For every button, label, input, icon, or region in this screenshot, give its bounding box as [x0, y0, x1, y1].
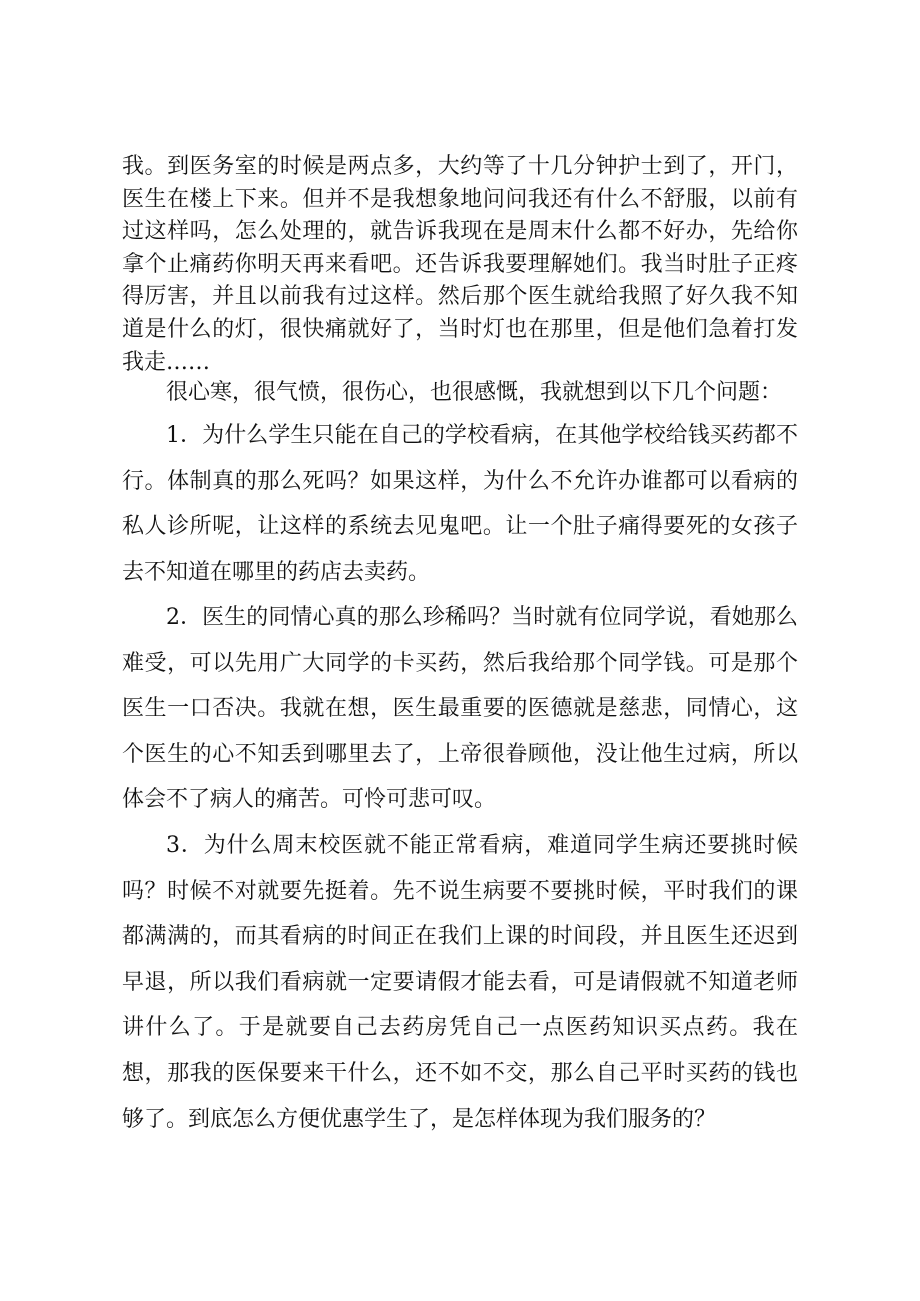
paragraph-feelings: 很心寒，很气愤，很伤心，也很感慨，我就想到以下几个问题： [166, 380, 783, 405]
paragraph-question-2: 2．医生的同情心真的那么珍稀吗？当时就有位同学说，看她那么难受，可以先用广大同学的卡买药，然后我给那个同学钱。可是那个医生一口否决。我就在想，医生最重要的医德就是慈悲，同情心，这个医生的心不知丢到哪里去了，上帝很眷顾他，没让他生过病，所以体会不了病人的痛苦。可怜可悲可叹。 [122, 605, 798, 813]
paragraph-narrative: 我。到医务室的时候是两点多，大约等了十几分钟护士到了，开门，医生在楼上下来。但并不是我想象地问问我还有什么不舒服，以前有过这样吗，怎么处理的，就告诉我现在是周末什么都不好办，先给你拿个止痛药你明天再来看吧。还告诉我要理解她们。我当时肚子正疼得厉害，并且以前我有过这样。然后那个医生就给我照了好久我不知道是什么的灯，很快痛就好了，当时灯也在那里，但是他们急着打发我走…… [122, 154, 798, 375]
paragraph-question-3: 3．为什么周末校医就不能正常看病，难道同学生病还要挑时候吗？时候不对就要先挺着。先不说生病要不要挑时候，平时我们的课都满满的，而其看病的时间正在我们上课的时间段，并且医生还迟到早退，所以我们看病就一定要请假才能去看，可是请假就不知道老师讲什么了。于是就要自己去药房凭自己一点医药知识买点药。我在想，那我的医保要来干什么，还不如不交，那么自己平时买药的钱也够了。到底怎么方便优惠学生了，是怎样体现为我们服务的？ [122, 833, 798, 1132]
paragraph-question-1: 1．为什么学生只能在自己的学校看病，在其他学校给钱买药都不行。体制真的那么死吗？如果这样，为什么不允许办谁都可以看病的私人诊所呢，让这样的系统去见鬼吧。让一个肚子痛得要死的女孩子去不知道在哪里的药店去卖药。 [122, 423, 798, 585]
